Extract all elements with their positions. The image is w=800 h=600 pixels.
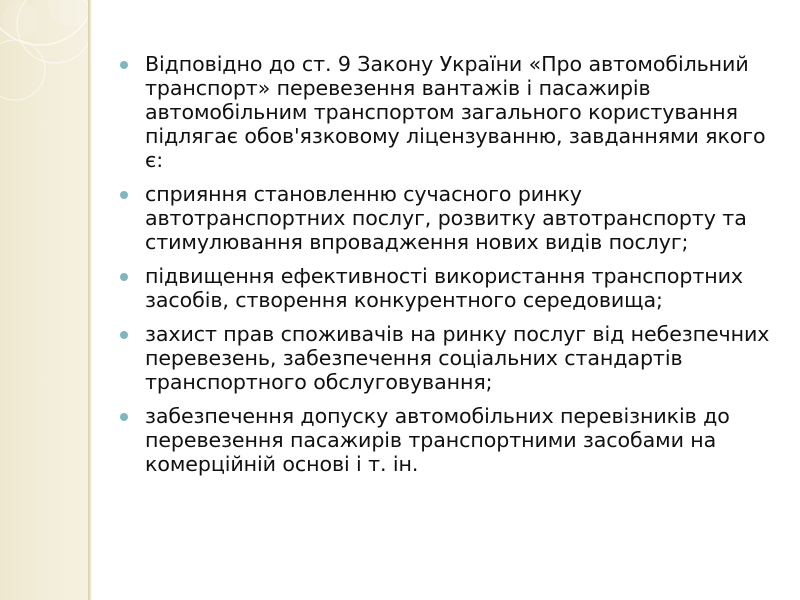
- list-item: [117, 404, 777, 476]
- bullet-dot-icon: [120, 331, 128, 339]
- slide-content: [117, 52, 777, 486]
- list-item: [117, 182, 777, 254]
- bullet-text: забезпечення допуску автомобільних перевізників до перевезення пасажирів транспортними засобами на комерційній основі і т. ін.: [145, 404, 730, 476]
- list-item: [117, 322, 777, 394]
- bullet-text: підвищення ефективності використання транспортних засобів, створення конкурентного середовища;: [145, 264, 743, 312]
- list-item: [117, 52, 777, 172]
- bullet-text: захист прав споживачів на ринку послуг від небезпечних перевезень, забезпечення соціальних стандартів транспортного обслуговування;: [145, 322, 770, 394]
- bullet-dot-icon: [120, 413, 128, 421]
- bullet-dot-icon: [120, 273, 128, 281]
- list-item: [117, 264, 777, 312]
- decorative-circles-graphic: [0, 0, 88, 600]
- bullet-text: Відповідно до ст. 9 Закону України «Про автомобільний транспорт» перевезення вантажів і пасажирів автомобільним транспортом загального користування підлягає обов'язковому ліцензуванню, завданнями якого є:: [145, 52, 766, 172]
- bullet-dot-icon: [120, 61, 128, 69]
- bullet-text: сприяння становленню сучасного ринку автотранспортних послуг, розвитку автотранспорту та стимулювання впровадження нових видів послуг;: [145, 182, 747, 254]
- bullet-dot-icon: [120, 191, 128, 199]
- sidebar-divider: [88, 0, 92, 600]
- bullet-list: [117, 52, 777, 476]
- decorative-sidebar: [0, 0, 88, 600]
